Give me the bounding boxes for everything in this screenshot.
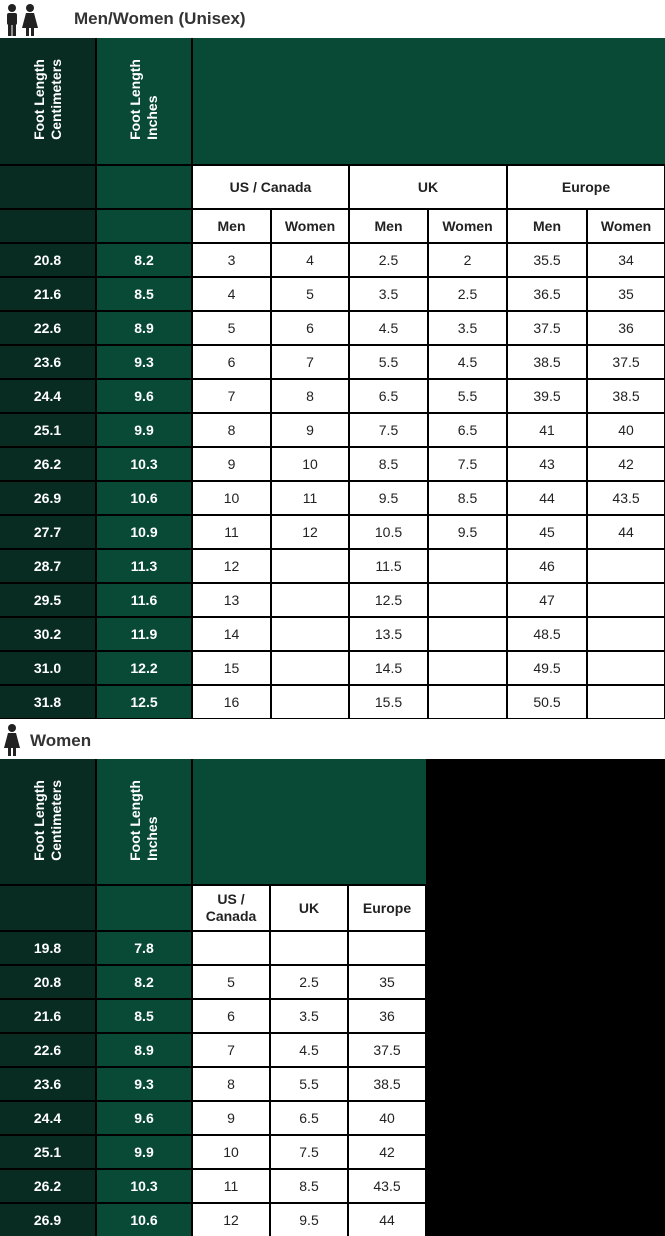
eu-women-size-cell: 35 <box>587 277 665 311</box>
eu-women-size-cell <box>587 685 665 719</box>
us-men-size-cell: 4 <box>192 277 271 311</box>
foot-length-cm-cell: 19.8 <box>0 931 96 965</box>
us-size-cell: 8 <box>192 1067 270 1101</box>
sub-uk-women: Women <box>428 209 507 243</box>
eu-men-size-cell: 41 <box>507 413 587 447</box>
us-size-cell: 5 <box>192 965 270 999</box>
us-men-size-cell: 11 <box>192 515 271 549</box>
us-men-size-cell: 7 <box>192 379 271 413</box>
us-men-size-cell: 3 <box>192 243 271 277</box>
women-size-table <box>0 759 427 1236</box>
foot-length-inch-cell: 10.6 <box>96 481 192 515</box>
table-row <box>0 651 665 685</box>
table-row <box>0 413 665 447</box>
us-women-size-cell: 12 <box>271 515 349 549</box>
eu-women-size-cell: 40 <box>587 413 665 447</box>
table-row <box>0 685 665 719</box>
us-women-size-cell: 11 <box>271 481 349 515</box>
foot-length-cm-cell: 26.2 <box>0 1169 96 1203</box>
women-inch-header: Foot Length Inches <box>96 759 192 885</box>
eu-women-size-cell: 37.5 <box>587 345 665 379</box>
us-women-size-cell: 8 <box>271 379 349 413</box>
foot-length-inch-cell: 9.6 <box>96 1101 192 1135</box>
eu-size-cell <box>348 931 426 965</box>
eu-men-size-cell: 35.5 <box>507 243 587 277</box>
table-row <box>0 549 665 583</box>
foot-length-inch-cell: 10.6 <box>96 1203 192 1236</box>
foot-length-inch-cell: 9.3 <box>96 1067 192 1101</box>
foot-length-inch-cell: 8.9 <box>96 1033 192 1067</box>
uk-men-size-cell: 8.5 <box>349 447 428 481</box>
us-women-size-cell <box>271 583 349 617</box>
foot-length-cm-cell: 26.9 <box>0 1203 96 1236</box>
table-row <box>0 1033 426 1067</box>
table-row <box>0 1101 426 1135</box>
table-row <box>0 1067 426 1101</box>
table-row <box>0 999 426 1033</box>
man-woman-icon <box>4 3 40 37</box>
inch-header-spacer <box>96 165 192 209</box>
us-men-size-cell: 12 <box>192 549 271 583</box>
us-size-cell: 7 <box>192 1033 270 1067</box>
foot-length-cm-cell: 31.8 <box>0 685 96 719</box>
women-header-banner <box>192 759 426 885</box>
foot-length-inch-cell: 10.3 <box>96 1169 192 1203</box>
foot-length-cm-cell: 30.2 <box>0 617 96 651</box>
us-men-size-cell: 5 <box>192 311 271 345</box>
uk-size-cell: 7.5 <box>270 1135 348 1169</box>
foot-length-cm-cell: 23.6 <box>0 345 96 379</box>
us-women-size-cell <box>271 617 349 651</box>
us-women-size-cell: 5 <box>271 277 349 311</box>
uk-size-cell: 8.5 <box>270 1169 348 1203</box>
group-uk: UK <box>349 165 507 209</box>
uk-size-cell: 9.5 <box>270 1203 348 1236</box>
foot-length-cm-cell: 26.2 <box>0 447 96 481</box>
uk-women-size-cell <box>428 549 507 583</box>
us-women-size-cell <box>271 651 349 685</box>
uk-size-cell <box>270 931 348 965</box>
unisex-title: Men/Women (Unisex) <box>74 9 246 28</box>
us-men-size-cell: 13 <box>192 583 271 617</box>
table-row <box>0 965 426 999</box>
table-row <box>0 515 665 549</box>
eu-size-cell: 35 <box>348 965 426 999</box>
eu-women-size-cell <box>587 651 665 685</box>
group-us-canada: US / Canada <box>192 165 349 209</box>
eu-women-size-cell: 38.5 <box>587 379 665 413</box>
eu-size-cell: 40 <box>348 1101 426 1135</box>
foot-length-cm-cell: 24.4 <box>0 379 96 413</box>
table-row <box>0 481 665 515</box>
us-men-size-cell: 10 <box>192 481 271 515</box>
foot-length-inch-cell: 8.2 <box>96 965 192 999</box>
uk-men-size-cell: 9.5 <box>349 481 428 515</box>
foot-length-inch-cell: 12.5 <box>96 685 192 719</box>
eu-men-size-cell: 43 <box>507 447 587 481</box>
us-women-size-cell: 4 <box>271 243 349 277</box>
women-cm-header: Foot Length Centimeters <box>0 759 96 885</box>
eu-men-size-cell: 37.5 <box>507 311 587 345</box>
sub-uk-men: Men <box>349 209 428 243</box>
women-section-title <box>0 719 665 759</box>
foot-length-inch-cell: 10.9 <box>96 515 192 549</box>
foot-length-inch-cell: 9.9 <box>96 413 192 447</box>
header-banner <box>192 38 665 165</box>
foot-length-inch-cell: 9.3 <box>96 345 192 379</box>
uk-size-cell: 6.5 <box>270 1101 348 1135</box>
uk-women-size-cell <box>428 617 507 651</box>
foot-length-inch-cell: 12.2 <box>96 651 192 685</box>
uk-size-cell: 3.5 <box>270 999 348 1033</box>
foot-length-inch-cell: 11.6 <box>96 583 192 617</box>
eu-women-size-cell: 34 <box>587 243 665 277</box>
eu-women-size-cell: 43.5 <box>587 481 665 515</box>
eu-men-size-cell: 39.5 <box>507 379 587 413</box>
foot-length-inch-cell: 9.6 <box>96 379 192 413</box>
eu-men-size-cell: 48.5 <box>507 617 587 651</box>
foot-length-inch-cell: 8.5 <box>96 999 192 1033</box>
table-row <box>0 243 665 277</box>
eu-women-size-cell: 36 <box>587 311 665 345</box>
unisex-section-title <box>0 0 665 38</box>
eu-men-size-cell: 50.5 <box>507 685 587 719</box>
uk-size-cell: 5.5 <box>270 1067 348 1101</box>
foot-length-cm-cell: 25.1 <box>0 1135 96 1169</box>
us-size-cell: 12 <box>192 1203 270 1236</box>
us-size-cell <box>192 931 270 965</box>
woman-icon <box>3 723 21 757</box>
eu-women-size-cell <box>587 549 665 583</box>
eu-size-cell: 44 <box>348 1203 426 1236</box>
uk-men-size-cell: 3.5 <box>349 277 428 311</box>
eu-men-size-cell: 47 <box>507 583 587 617</box>
table-row <box>0 311 665 345</box>
us-men-size-cell: 16 <box>192 685 271 719</box>
uk-women-size-cell: 2.5 <box>428 277 507 311</box>
eu-men-size-cell: 45 <box>507 515 587 549</box>
uk-men-size-cell: 10.5 <box>349 515 428 549</box>
uk-women-size-cell: 3.5 <box>428 311 507 345</box>
foot-length-inch-cell: 11.3 <box>96 549 192 583</box>
uk-men-size-cell: 11.5 <box>349 549 428 583</box>
foot-length-cm-cell: 23.6 <box>0 1067 96 1101</box>
uk-men-size-cell: 7.5 <box>349 413 428 447</box>
sub-us-women: Women <box>271 209 349 243</box>
foot-length-cm-cell: 25.1 <box>0 413 96 447</box>
foot-length-cm-cell: 29.5 <box>0 583 96 617</box>
foot-length-cm-cell: 22.6 <box>0 1033 96 1067</box>
sub-eu-women: Women <box>587 209 665 243</box>
uk-men-size-cell: 13.5 <box>349 617 428 651</box>
us-women-size-cell <box>271 549 349 583</box>
us-women-size-cell: 10 <box>271 447 349 481</box>
us-size-cell: 11 <box>192 1169 270 1203</box>
women-group-us-canada: US / Canada <box>192 885 270 931</box>
foot-length-cm-cell: 21.6 <box>0 999 96 1033</box>
group-europe: Europe <box>507 165 665 209</box>
eu-women-size-cell <box>587 583 665 617</box>
foot-length-inch-cell: 10.3 <box>96 447 192 481</box>
inch-header: Foot Length Inches <box>96 38 192 165</box>
us-men-size-cell: 14 <box>192 617 271 651</box>
us-men-size-cell: 8 <box>192 413 271 447</box>
foot-length-cm-cell: 26.9 <box>0 481 96 515</box>
foot-length-cm-cell: 21.6 <box>0 277 96 311</box>
eu-men-size-cell: 46 <box>507 549 587 583</box>
uk-men-size-cell: 6.5 <box>349 379 428 413</box>
us-men-size-cell: 6 <box>192 345 271 379</box>
uk-women-size-cell: 2 <box>428 243 507 277</box>
table-row <box>0 345 665 379</box>
table-row <box>0 1169 426 1203</box>
sub-eu-men: Men <box>507 209 587 243</box>
uk-men-size-cell: 14.5 <box>349 651 428 685</box>
uk-women-size-cell <box>428 685 507 719</box>
foot-length-cm-cell: 22.6 <box>0 311 96 345</box>
cm-header: Foot Length Centimeters <box>0 38 96 165</box>
us-size-cell: 10 <box>192 1135 270 1169</box>
foot-length-inch-cell: 11.9 <box>96 617 192 651</box>
sub-us-men: Men <box>192 209 271 243</box>
women-group-europe: Europe <box>348 885 426 931</box>
uk-women-size-cell: 7.5 <box>428 447 507 481</box>
uk-women-size-cell: 4.5 <box>428 345 507 379</box>
unisex-size-table <box>0 38 665 720</box>
foot-length-inch-cell: 8.5 <box>96 277 192 311</box>
us-men-size-cell: 15 <box>192 651 271 685</box>
table-row <box>0 447 665 481</box>
foot-length-cm-cell: 24.4 <box>0 1101 96 1135</box>
uk-men-size-cell: 15.5 <box>349 685 428 719</box>
eu-size-cell: 38.5 <box>348 1067 426 1101</box>
foot-length-cm-cell: 31.0 <box>0 651 96 685</box>
foot-length-inch-cell: 8.2 <box>96 243 192 277</box>
us-women-size-cell: 7 <box>271 345 349 379</box>
eu-size-cell: 43.5 <box>348 1169 426 1203</box>
table-row <box>0 583 665 617</box>
eu-women-size-cell <box>587 617 665 651</box>
uk-women-size-cell: 9.5 <box>428 515 507 549</box>
women-inch-spacer <box>96 885 192 931</box>
table-row <box>0 277 665 311</box>
us-men-size-cell: 9 <box>192 447 271 481</box>
us-women-size-cell <box>271 685 349 719</box>
eu-men-size-cell: 38.5 <box>507 345 587 379</box>
uk-men-size-cell: 4.5 <box>349 311 428 345</box>
eu-men-size-cell: 44 <box>507 481 587 515</box>
foot-length-cm-cell: 27.7 <box>0 515 96 549</box>
table-row <box>0 379 665 413</box>
eu-men-size-cell: 49.5 <box>507 651 587 685</box>
eu-size-cell: 37.5 <box>348 1033 426 1067</box>
uk-size-cell: 2.5 <box>270 965 348 999</box>
table-row <box>0 617 665 651</box>
table-row <box>0 1135 426 1169</box>
foot-length-inch-cell: 9.9 <box>96 1135 192 1169</box>
foot-length-inch-cell: 8.9 <box>96 311 192 345</box>
uk-size-cell: 4.5 <box>270 1033 348 1067</box>
us-size-cell: 9 <box>192 1101 270 1135</box>
foot-length-inch-cell: 7.8 <box>96 931 192 965</box>
uk-women-size-cell: 6.5 <box>428 413 507 447</box>
cm-subheader-spacer <box>0 209 96 243</box>
foot-length-cm-cell: 20.8 <box>0 243 96 277</box>
table-row <box>0 1203 426 1236</box>
women-cm-spacer <box>0 885 96 931</box>
uk-women-size-cell <box>428 583 507 617</box>
eu-men-size-cell: 36.5 <box>507 277 587 311</box>
cm-header-spacer <box>0 165 96 209</box>
women-title: Women <box>30 731 92 750</box>
inch-subheader-spacer <box>96 209 192 243</box>
table-row <box>0 931 426 965</box>
uk-men-size-cell: 5.5 <box>349 345 428 379</box>
uk-men-size-cell: 12.5 <box>349 583 428 617</box>
eu-size-cell: 36 <box>348 999 426 1033</box>
eu-size-cell: 42 <box>348 1135 426 1169</box>
uk-women-size-cell: 8.5 <box>428 481 507 515</box>
foot-length-cm-cell: 28.7 <box>0 549 96 583</box>
us-women-size-cell: 6 <box>271 311 349 345</box>
us-women-size-cell: 9 <box>271 413 349 447</box>
eu-women-size-cell: 44 <box>587 515 665 549</box>
uk-women-size-cell <box>428 651 507 685</box>
women-group-uk: UK <box>270 885 348 931</box>
eu-women-size-cell: 42 <box>587 447 665 481</box>
uk-men-size-cell: 2.5 <box>349 243 428 277</box>
foot-length-cm-cell: 20.8 <box>0 965 96 999</box>
uk-women-size-cell: 5.5 <box>428 379 507 413</box>
us-size-cell: 6 <box>192 999 270 1033</box>
